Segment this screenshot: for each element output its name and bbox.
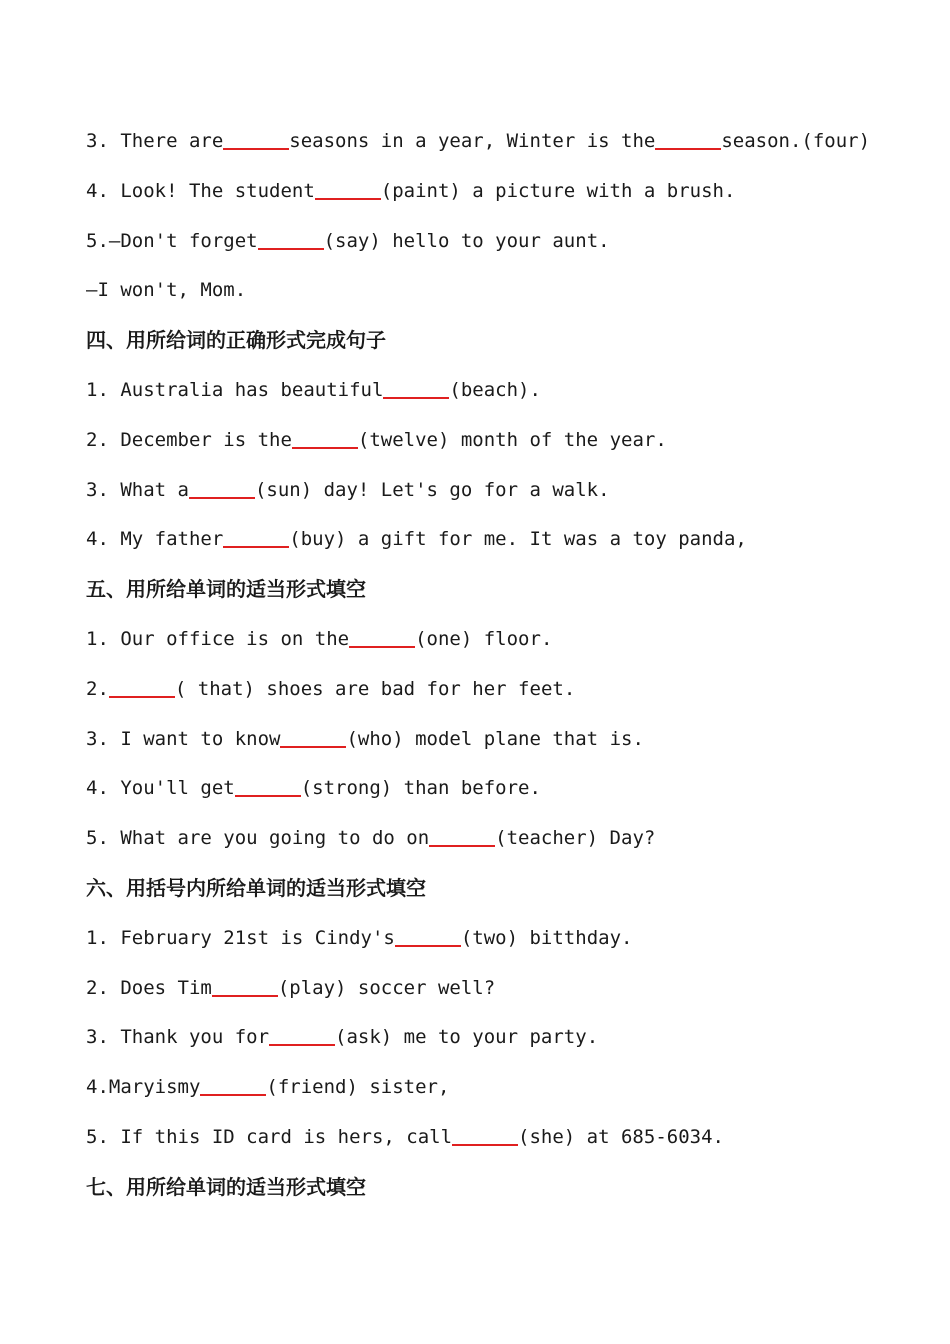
exercise-text: 4. Look! The student <box>86 180 315 202</box>
exercise-line <box>86 726 644 752</box>
exercise-line <box>86 427 667 453</box>
exercise-line <box>86 277 246 303</box>
answer-blank[interactable] <box>383 379 449 399</box>
exercise-text: (one) floor. <box>415 628 553 650</box>
exercise-line <box>86 1074 449 1100</box>
exercise-text: 4. You'll get <box>86 777 235 799</box>
exercise-text: 2. Does Tim <box>86 977 212 999</box>
exercise-line <box>86 925 632 951</box>
exercise-text: (ask) me to your party. <box>335 1026 599 1048</box>
exercise-text: 2. <box>86 678 109 700</box>
answer-blank[interactable] <box>109 678 175 698</box>
exercise-text: —I won't, Mom. <box>86 279 247 301</box>
exercise-text: seasons in a year, Winter is the <box>289 130 656 152</box>
exercise-text: (two) bitthday. <box>460 927 633 949</box>
answer-blank[interactable] <box>200 1076 266 1096</box>
exercise-text: (she) at 685-6034. <box>518 1126 724 1148</box>
exercise-line <box>86 975 495 1001</box>
exercise-text: 3. What a <box>86 479 189 501</box>
exercise-line <box>86 676 575 702</box>
answer-blank[interactable] <box>395 927 461 947</box>
answer-blank[interactable] <box>655 130 721 150</box>
exercise-text: 4.Maryismy <box>86 1076 201 1098</box>
answer-blank[interactable] <box>212 977 278 997</box>
answer-blank[interactable] <box>235 777 301 797</box>
answer-blank[interactable] <box>292 429 358 449</box>
section-heading: 七、用所给单词的适当形式填空 <box>86 1175 366 1199</box>
exercise-text: (beach). <box>449 379 541 401</box>
exercise-text: 5. If this ID card is hers, call <box>86 1126 453 1148</box>
exercise-text: 3. Thank you for <box>86 1026 270 1048</box>
exercise-text: 3. There are <box>86 130 224 152</box>
exercise-text: ( that) shoes are bad for her feet. <box>174 678 576 700</box>
exercise-line <box>86 775 541 801</box>
section-heading: 六、用括号内所给单词的适当形式填空 <box>86 876 426 900</box>
exercise-line <box>86 178 735 204</box>
exercise-text: 2. December is the <box>86 429 292 451</box>
exercise-text: (who) model plane that is. <box>346 728 644 750</box>
section-heading: 四、用所给词的正确形式完成句子 <box>86 328 386 352</box>
answer-blank[interactable] <box>223 528 289 548</box>
exercise-line <box>86 477 610 503</box>
answer-blank[interactable] <box>280 728 346 748</box>
exercise-text: season.(four) <box>721 130 871 152</box>
exercise-text: (paint) a picture with a brush. <box>380 180 736 202</box>
answer-blank[interactable] <box>258 230 324 250</box>
exercise-text: (play) soccer well? <box>277 977 496 999</box>
section-heading: 五、用所给单词的适当形式填空 <box>86 577 366 601</box>
exercise-text: 3. I want to know <box>86 728 281 750</box>
exercise-text: 1. February 21st is Cindy's <box>86 927 395 949</box>
answer-blank[interactable] <box>315 180 381 200</box>
exercise-line <box>86 526 747 552</box>
exercise-text: 4. My father <box>86 528 224 550</box>
exercise-line <box>86 377 541 403</box>
exercise-line <box>86 1124 724 1150</box>
answer-blank[interactable] <box>223 130 289 150</box>
answer-blank[interactable] <box>349 628 415 648</box>
exercise-text: 1. Australia has beautiful <box>86 379 384 401</box>
exercise-line <box>86 626 552 652</box>
answer-blank[interactable] <box>189 479 255 499</box>
exercise-text: (strong) than before. <box>300 777 541 799</box>
answer-blank[interactable] <box>269 1026 335 1046</box>
answer-blank[interactable] <box>429 827 495 847</box>
exercise-text: (buy) a gift for me. It was a toy panda, <box>289 528 747 550</box>
exercise-line <box>86 128 870 154</box>
exercise-text: (friend) sister, <box>266 1076 450 1098</box>
exercise-text: 5. What are you going to do on <box>86 827 430 849</box>
exercise-text: (teacher) Day? <box>495 827 656 849</box>
exercise-text: (twelve) month of the year. <box>357 429 667 451</box>
answer-blank[interactable] <box>452 1126 518 1146</box>
exercise-text: 1. Our office is on the <box>86 628 350 650</box>
exercise-text: (say) hello to your aunt. <box>323 230 610 252</box>
exercise-line <box>86 825 655 851</box>
exercise-text: 5.—Don't forget <box>86 230 258 252</box>
exercise-line <box>86 228 610 254</box>
exercise-text: (sun) day! Let's go for a walk. <box>254 479 610 501</box>
exercise-line <box>86 1024 598 1050</box>
